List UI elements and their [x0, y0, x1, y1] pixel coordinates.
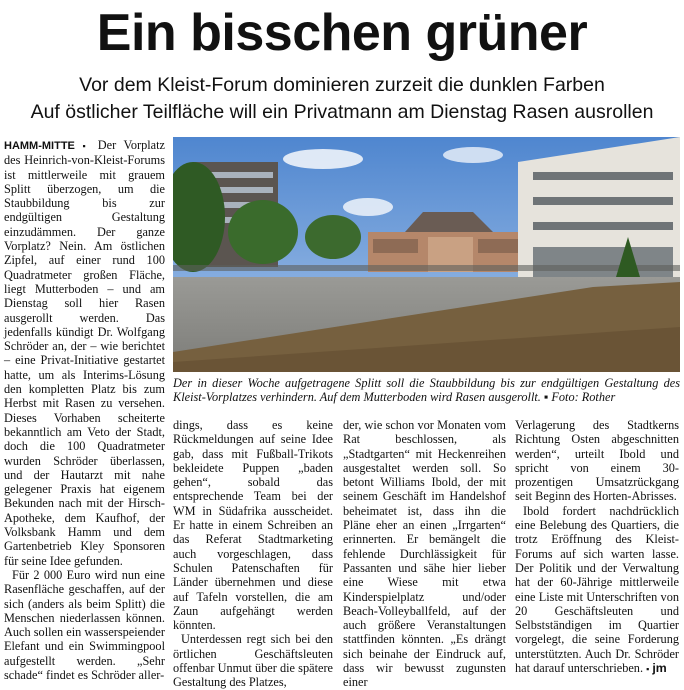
article-headline: Ein bisschen grüner: [96, 4, 588, 62]
article-subheadline-1: Vor dem Kleist-Forum dominieren zurzeit die dunklen Farben: [79, 74, 605, 96]
text-column-4: [515, 418, 679, 676]
photo-credit: ▪ Foto: Rother: [543, 390, 616, 404]
paragraph: der, wie schon vor Monaten vom Rat beschlossen, als „Stadtgarten“ mit Heckenreihen ausgestaltet werden soll. So betont Williams Ibold, der mit seinem Geschäft im Handelshof beheimatet ist, dass ihn die Pläne eher an einen „Irrgarten“ erinnerten. Er bemängelt die fehlende Durchlässigkeit für Passanten und sähe hier lieber eine Wiese mit etwa Kinderspielplatz und/oder Beach-Volleyballfeld, auf der auch größere Veranstaltungen stattfinden könnten. „Es drängt sich beinahe der Eindruck auf, dass wir bewusst zugunsten einer: [343, 418, 506, 690]
text-column-1: [4, 138, 165, 682]
paragraph: dings, dass es keine Rückmeldungen auf seine Idee gab, dass mit Fußball-Trikots bekleidete Puppen „baden gehen“, sobald das entsprechende Team bei der WM in Südafrika ausscheidet. Er hatte in einem Schreiben an das Referat Stadtmarketing auch vorgeschlagen, dass Schulen Patenschaften für Länder übernehmen und diese auf Tafeln vorstellen, die am Zaun aufgehängt werden könnten.: [173, 418, 333, 633]
author-initials: jm: [652, 661, 667, 676]
dateline-separator: ▪: [82, 141, 91, 151]
photo-caption: [173, 376, 680, 404]
paragraph: Verlagerung des Stadtkerns Richtung Osten abgeschnitten werden“, urteilt Ibold und spricht von einem 30-prozentigen Umsatzrückgang seit Beginn des Horten-Abrisses.: [515, 418, 679, 504]
photo-caption-text: Der in dieser Woche aufgetragene Splitt soll die Staubbildung bis zur endgültigen Gestaltung des Kleist-Vorplatzes verhindern. Auf dem Mutterboden wird Rasen ausgerollt.: [173, 376, 680, 404]
paragraph: Für 2 000 Euro wird nun eine Rasenfläche geschaffen, auf der sich (anders als beim Splitt) die Menschen niederlassen können. Auch sollen ein wasserspeiender Elefant und ein Swimmingpool aufgestellt werden. „Sehr schade“ findet es Schröder aller-: [4, 567, 165, 682]
paragraph: Ibold fordert nachdrücklich eine Belebung des Quartiers, die trotz Eröffnung des Kleist-Forums auf sich warten lasse. Der Politik und der Verwaltung hat der 60-Jährige mittlerweile eine Liste mit Unterschriften von 20 Geschäftsleuten und Selbstständigen im Quartier vorgelegt, die seine Forderung unterstützten. Auch Dr. Schröder hat darauf unterschrieben.: [515, 503, 679, 676]
article-subheadline-2: Auf östlicher Teilfläche will ein Privatmann am Dienstag Rasen ausrollen: [30, 101, 654, 123]
text-column-2: [173, 418, 333, 690]
dateline: HAMM-MITTE: [4, 140, 75, 152]
paragraph: Der Vorplatz des Heinrich-von-Kleist-Forums ist mittlerweile mit grauem Splitt überzogen, um die Staubbildung bis zur endgültigen Gestaltung einzudämmen. Der ganze Vorplatz? Nein. Am östlichen Zipfel, auf einer rund 100 Quadratmeter großen Fläche, liegt Mutterboden – und am Dienstag soll hier Rasen ausgerollt werden. Das jedenfalls kündigt Dr. Wolfgang Schröder an, der – wie berichtet – eine Privat-Initiative gestartet hatte, um als Interims-Lösung den kompletten Platz bis zum Herbst mit Rasen zu versehen. Dieses Vorhaben scheiterte bekanntlich am Veto der Stadt, doch die 100 Quadratmeter wurden Schröder überlassen, und der Hautarzt mit nahe gelegener Praxis hat eigenem Bekunden nach mit der Hirsch-Apotheke, dem Kaufhof, der Volksbank Hamm und dem Gartenbetrieb Kley Sponsoren für seine Idee gefunden.: [4, 138, 165, 568]
paragraph: Unterdessen regt sich bei den örtlichen Geschäftsleuten offenbar Unmut über die spätere Gestaltung des Platzes,: [173, 632, 333, 690]
article-photo: [173, 137, 680, 372]
end-mark: ▪: [646, 664, 650, 675]
text-column-3: [343, 418, 506, 690]
